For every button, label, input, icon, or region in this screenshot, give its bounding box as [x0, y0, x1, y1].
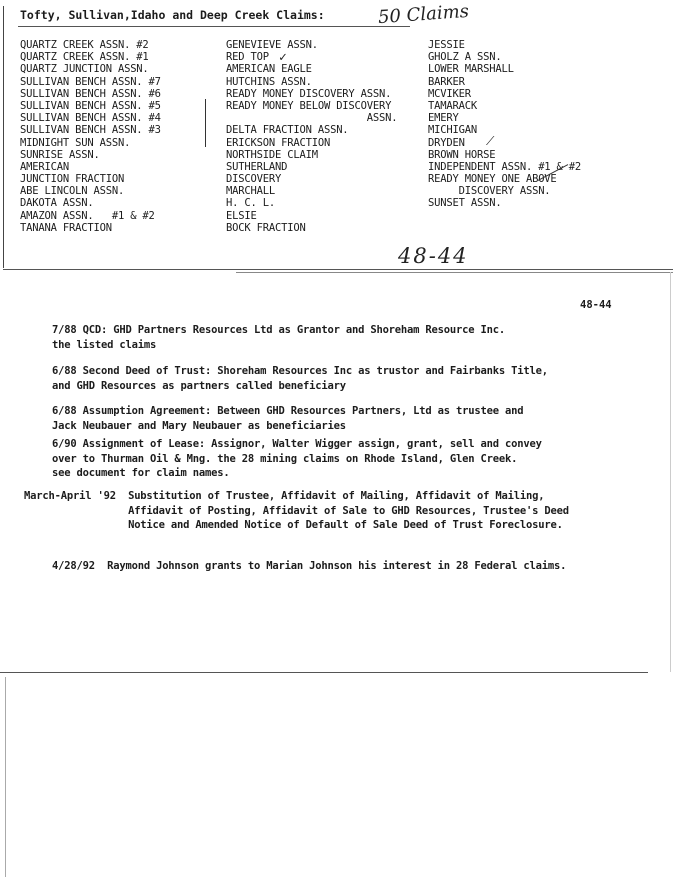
claim-name: AMAZON ASSN. #1 & #2	[20, 209, 155, 222]
claim-name: DELTA FRACTION ASSN.	[226, 124, 349, 137]
claim-name: SUTHERLAND	[226, 160, 288, 173]
note-entry: 4/28/92 Raymond Johnson grants to Marian Johnson his interest in 28 Federal claims.	[52, 560, 567, 572]
claim-name: GENEVIEVE ASSN.	[226, 39, 318, 51]
note-entry: 6/88 Second Deed of Trust: Shoreham Resources Inc as trustor and Fairbanks Title, and GHD Resources as partners called beneficiary	[52, 365, 548, 392]
claim-name: SULLIVAN BENCH ASSN. #7	[20, 75, 161, 88]
pen-stroke-icon: ⟋	[486, 134, 495, 148]
section-divider	[0, 672, 648, 673]
claim-name: DAKOTA ASSN.	[20, 197, 94, 210]
claim-name: QUARTZ JUNCTION ASSN.	[20, 63, 149, 76]
note-entry: 6/88 Assumption Agreement: Between GHD Resources Partners, Ltd as trustee and Jack Neubauer and Mary Neubauer as beneficiaries	[52, 405, 524, 432]
claim-name: TANANA FRACTION	[20, 221, 112, 234]
claim-name: BOCK FRACTION	[226, 221, 306, 234]
page-edge-line	[5, 677, 6, 877]
claim-name: SULLIVAN BENCH ASSN. #6	[20, 87, 161, 100]
card-bottom-border-inner	[236, 272, 673, 273]
claim-name: ERICKSON FRACTION	[226, 136, 331, 149]
claims-column-1	[20, 39, 161, 234]
checkmark-icon: ✓	[279, 50, 287, 65]
claim-name: SULLIVAN BENCH ASSN. #3	[20, 124, 161, 137]
claims-column-3	[428, 39, 581, 210]
claim-name: READY MONEY DISCOVERY ASSN.	[226, 87, 392, 100]
handwritten-claim-count: 50 Claims	[377, 0, 470, 29]
claim-name: GHOLZ A SSN.	[428, 51, 502, 64]
claim-name: RED TOP	[226, 51, 269, 64]
claim-name: JUNCTION FRACTION	[20, 173, 125, 186]
claim-name: TAMARACK	[428, 99, 477, 112]
claim-name: ABE LINCOLN ASSN.	[20, 185, 125, 198]
handwritten-bracket	[199, 99, 206, 147]
claim-name: LOWER MARSHALL	[428, 63, 514, 76]
claim-name: NORTHSIDE CLAIM	[226, 148, 318, 161]
claims-column-2	[226, 39, 397, 234]
claim-name: READY MONEY ONE ABOVE	[428, 173, 557, 186]
handwritten-reference: 48-44	[398, 244, 469, 268]
note-entry: 6/90 Assignment of Lease: Assignor, Walter Wigger assign, grant, sell and convey over to Thurman Oil & Mng. the 28 mining claims on Rhode Island, Glen Creek. see document for claim names.	[52, 438, 542, 479]
title-underline	[18, 26, 410, 27]
claim-name: MIDNIGHT SUN ASSN.	[20, 136, 131, 149]
claim-name: MARCHALL	[226, 185, 275, 198]
page-edge-line	[670, 272, 671, 672]
document-reference: 48-44	[580, 299, 612, 311]
claim-name: EMERY	[428, 112, 459, 125]
claim-name: ASSN.	[226, 112, 398, 125]
claim-name: SUNSET ASSN.	[428, 197, 502, 210]
claim-name: MICHIGAN	[428, 124, 477, 137]
claim-name: MCVIKER	[428, 87, 471, 100]
note-entry: March-April '92 Substitution of Trustee, Affidavit of Mailing, Affidavit of Mailing, Affidavit of Posting, Affidavit of Sale to GHD Resources, Trustee's Deed Notice and Amended Notice of Default of Sale Deed of Trust Foreclosure.	[24, 490, 569, 531]
claim-name: ELSIE	[226, 209, 257, 222]
claim-name: QUARTZ CREEK ASSN. #2	[20, 39, 149, 51]
claim-name: JESSIE	[428, 39, 465, 51]
card-bottom-border	[3, 269, 673, 270]
claim-name: INDEPENDENT ASSN. #1 & #2	[428, 160, 582, 173]
claim-name: QUARTZ CREEK ASSN. #1	[20, 51, 149, 64]
claim-name: AMERICAN	[20, 160, 69, 173]
claim-name: DISCOVERY ASSN.	[428, 185, 551, 198]
claim-name: SUNRISE ASSN.	[20, 148, 100, 161]
claim-name: BARKER	[428, 75, 465, 88]
note-entry: 7/88 QCD: GHD Partners Resources Ltd as Grantor and Shoreham Resource Inc. the listed claims	[52, 324, 505, 351]
claim-name: DISCOVERY	[226, 173, 282, 186]
claim-name: BROWN HORSE	[428, 148, 496, 161]
claims-list-title: Tofty, Sullivan,Idaho and Deep Creek Claims:	[20, 8, 325, 22]
claim-name: SULLIVAN BENCH ASSN. #4	[20, 112, 161, 125]
claim-name: H. C. L.	[226, 197, 275, 210]
claim-name: SULLIVAN BENCH ASSN. #5	[20, 99, 161, 112]
claim-name: READY MONEY BELOW DISCOVERY	[226, 99, 392, 112]
claim-name: AMERICAN EAGLE	[226, 63, 312, 76]
claim-name: HUTCHINS ASSN.	[226, 75, 312, 88]
claim-name: DRYDEN	[428, 136, 465, 149]
card-left-border	[3, 6, 4, 268]
